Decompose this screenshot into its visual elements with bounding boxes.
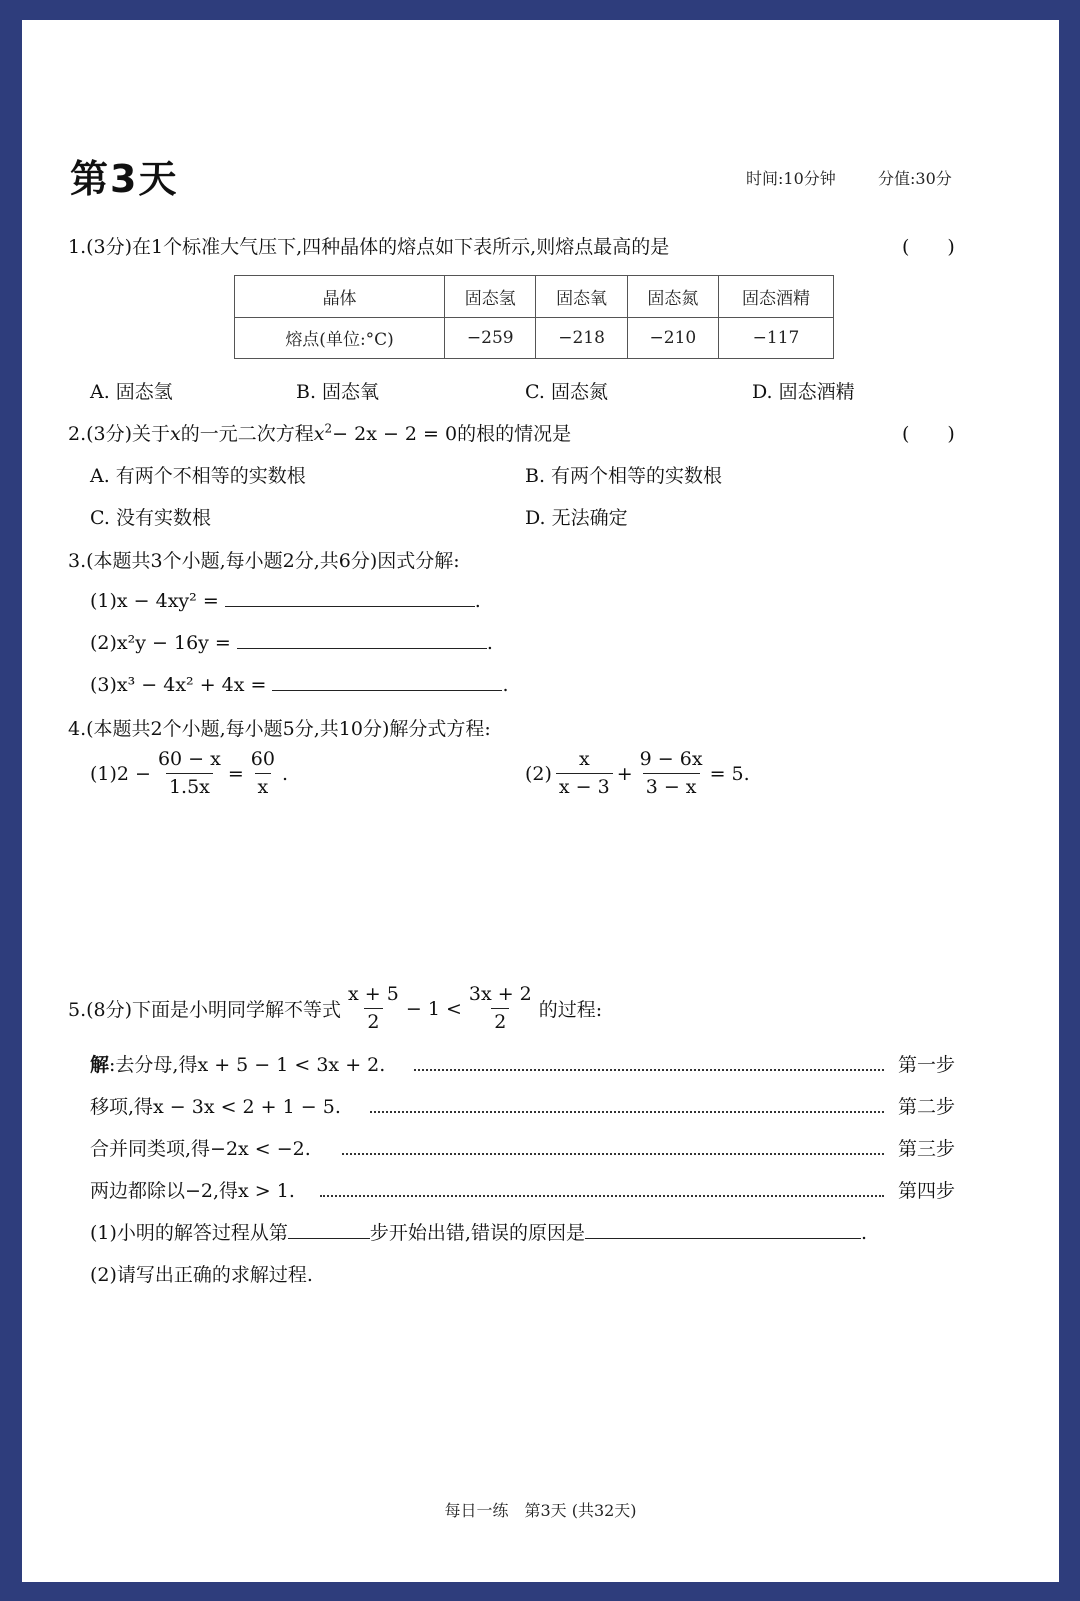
step-label: 第一步: [898, 1054, 956, 1076]
q1-stem: 1.(3分)在1个标准大气压下,四种晶体的熔点如下表所示,则熔点最高的是: [68, 236, 670, 258]
table-row: [235, 317, 834, 359]
dotted-leader: [370, 1111, 884, 1113]
q4-part-1: (1)2 − $\frac{60 - x}{1.5x}$ = $\frac{60}{x}$ .: [90, 748, 289, 798]
step-label: 第三步: [898, 1138, 956, 1160]
q5-stem: 5.(8分)下面是小明同学解不等式 $\frac{x + 5}{2}$ − 1 < $\frac{3x + 2}{2}$ 的过程:: [68, 983, 603, 1033]
q3-item-3-text: (3)x³ − 4x² + 4x =: [90, 674, 267, 696]
q5-sub-1: (1)小明的解答过程从第 步开始出错,错误的原因是 .: [90, 1222, 868, 1244]
table-cell: 固态氮: [627, 276, 718, 318]
dotted-leader: [414, 1069, 884, 1071]
table-cell: 固态酒精: [719, 276, 834, 318]
table-cell: −210: [627, 317, 718, 359]
fraction: $\frac{9 - 6x}{3 - x}$: [639, 748, 703, 798]
q5-step-2: 移项,得x − 3x < 2 + 1 − 5.: [90, 1096, 341, 1118]
q2-option-c[interactable]: C. 没有实数根: [90, 507, 211, 529]
step-answer-blank[interactable]: [288, 1220, 370, 1239]
step-label: 第二步: [898, 1096, 956, 1118]
table-cell: 晶体: [235, 276, 445, 318]
q3-item-1: (1)x − 4xy² = .: [90, 590, 481, 612]
exam-page: [22, 20, 1059, 1582]
reason-answer-blank[interactable]: [585, 1220, 861, 1239]
q3-item-2: (2)x²y − 16y = .: [90, 632, 493, 654]
q3-stem: 3.(本题共3个小题,每小题2分,共6分)因式分解:: [68, 550, 460, 572]
table-cell: 熔点(单位:°C): [235, 317, 445, 359]
page-title: 第3天: [70, 157, 179, 201]
q3-answer-blank-1[interactable]: [225, 588, 475, 607]
melting-point-table: [234, 275, 834, 359]
q5-suffix: 的过程:: [538, 999, 603, 1021]
q2-answer-paren: ( ): [902, 423, 955, 445]
q1-option-a[interactable]: A. 固态氢: [90, 381, 173, 403]
q4-part-2: (2) $\frac{x}{x - 3}$ + $\frac{9 - 6x}{3 - x}$ = 5.: [525, 748, 750, 798]
dotted-leader: [320, 1195, 884, 1197]
fraction: $\frac{x + 5}{2}$: [348, 983, 399, 1033]
q5-step-4: 两边都除以−2,得x > 1.: [90, 1180, 295, 1202]
fraction: $\frac{60}{x}$: [250, 748, 275, 798]
q3-item-1-text: (1)x − 4xy² =: [90, 590, 219, 612]
table-cell: −218: [536, 317, 627, 359]
fraction: $\frac{3x + 2}{2}$: [468, 983, 532, 1033]
score-label: 分值:30分: [878, 169, 952, 188]
q5-step-3: 合并同类项,得−2x < −2.: [90, 1138, 311, 1160]
q4-p2-label: (2): [525, 762, 552, 785]
q2-option-a[interactable]: A. 有两个不相等的实数根: [90, 465, 306, 487]
fraction: $\frac{60 - x}{1.5x}$: [157, 748, 221, 798]
q4-p1-label: (1)2 −: [90, 762, 151, 785]
table-header-row: [235, 276, 834, 318]
q2-var: x: [170, 423, 181, 445]
page-footer: 每日一练 第3天 (共32天): [444, 1501, 637, 1520]
q2-equation: − 2x − 2 = 0: [332, 423, 458, 445]
q2-mid: 的一元二次方程: [180, 423, 314, 445]
fraction: $\frac{x}{x - 3}$: [556, 750, 613, 797]
q3-item-3: (3)x³ − 4x² + 4x = .: [90, 674, 509, 696]
q2-prefix: 2.(3分)关于: [68, 423, 171, 445]
dotted-leader: [342, 1153, 884, 1155]
table-cell: 固态氧: [536, 276, 627, 318]
q2-stem: 2.(3分)关于x的一元二次方程$x^2- 2x - 2 = 0$的根的情况是: [68, 421, 572, 445]
q5-sub-2: (2)请写出正确的求解过程.: [90, 1264, 313, 1286]
q1-option-d[interactable]: D. 固态酒精: [752, 381, 855, 403]
q4-stem: 4.(本题共2个小题,每小题5分,共10分)解分式方程:: [68, 718, 491, 740]
q2-option-b[interactable]: B. 有两个相等的实数根: [525, 465, 723, 487]
q2-option-d[interactable]: D. 无法确定: [525, 507, 628, 529]
table-cell: 固态氢: [445, 276, 536, 318]
time-label: 时间:10分钟: [746, 169, 836, 188]
table-cell: −117: [719, 317, 834, 359]
q3-answer-blank-2[interactable]: [237, 630, 487, 649]
q1-option-b[interactable]: B. 固态氧: [296, 381, 380, 403]
q5-step-1: 解:去分母,得x + 5 − 1 < 3x + 2.: [90, 1054, 386, 1076]
step-label: 第四步: [898, 1180, 956, 1202]
q5-prefix: 5.(8分)下面是小明同学解不等式: [68, 999, 342, 1021]
q3-answer-blank-3[interactable]: [272, 672, 502, 691]
table-cell: −259: [445, 317, 536, 359]
q3-item-2-text: (2)x²y − 16y =: [90, 632, 231, 654]
solve-label: 解: [90, 1054, 110, 1076]
q2-suffix: 的根的情况是: [457, 423, 572, 445]
q1-answer-paren: ( ): [902, 236, 955, 258]
q1-option-c[interactable]: C. 固态氮: [525, 381, 608, 403]
